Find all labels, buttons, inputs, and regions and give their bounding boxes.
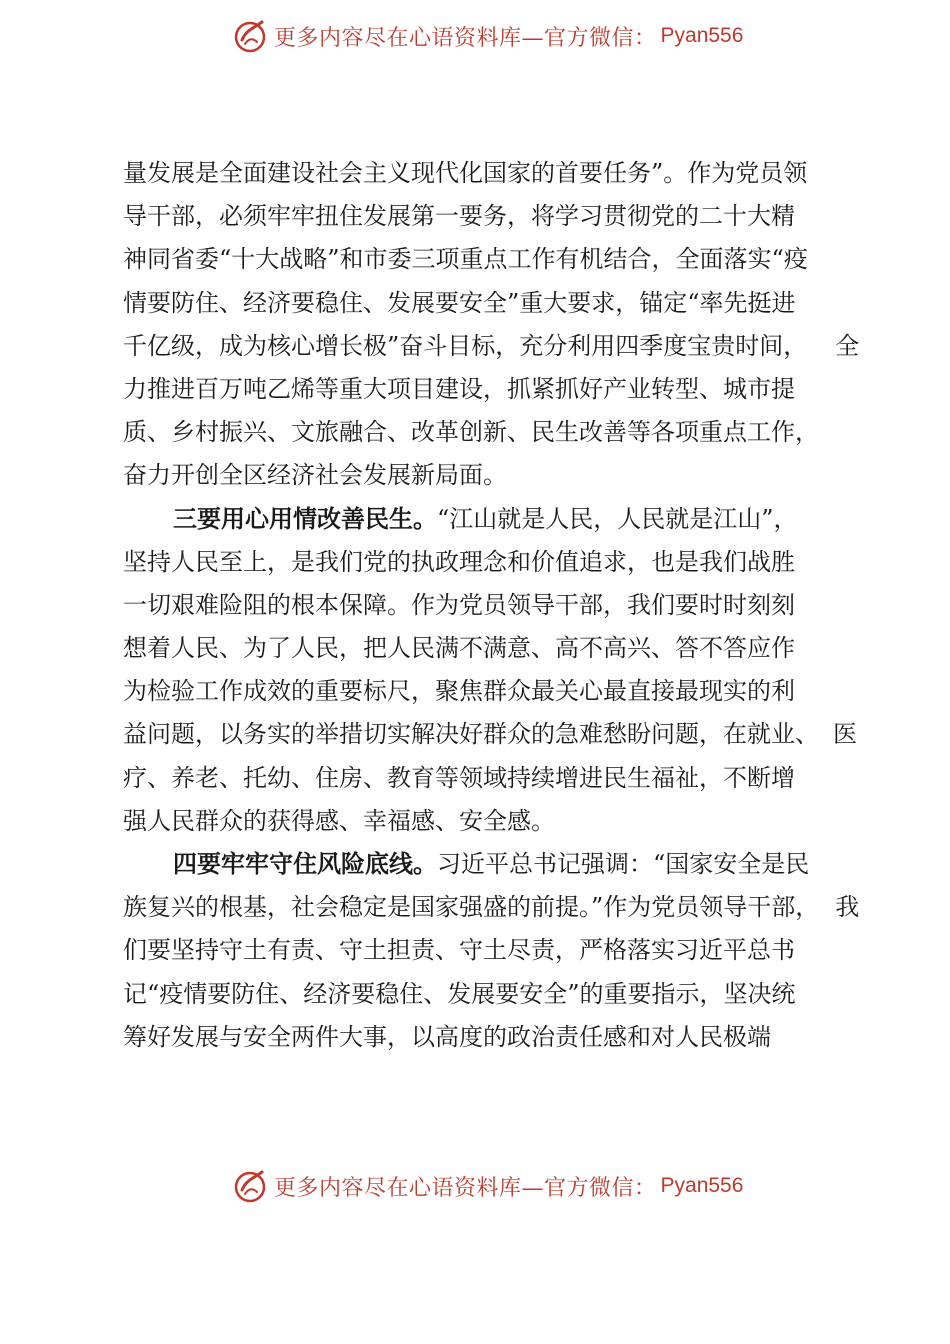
document-body <box>123 152 860 1059</box>
text-line <box>123 713 857 756</box>
text-line: 坚持人民至上，是我们党的执政理念和价值追求，也是我们战胜 <box>123 547 795 576</box>
text-line: 一切艰难险阻的根本保障。作为党员领导干部，我们要时时刻刻 <box>123 590 795 619</box>
text-line: 量发展是全面建设社会主义现代化国家的首要任务”。作为党员领 <box>123 159 808 187</box>
text-line: 们要坚持守土有责、守土担责、守土尽责，严格落实习近平总书 <box>123 936 795 965</box>
section-heading: 四要牢牢守住风险底线。 <box>173 850 437 878</box>
banner-text: 更多内容尽在心语资料库—官方微信： <box>274 1175 657 1201</box>
text-segment: 千亿级，成为核心增长极”奋斗目标，充分利用四季度宝贵时间， <box>123 331 808 360</box>
logo-icon <box>232 1168 268 1204</box>
text-line: 奋力开创全区经济社会发展新局面。 <box>123 461 507 490</box>
text-line <box>123 886 860 929</box>
paragraph-first-line <box>123 843 843 886</box>
text-line: 强人民群众的获得感、幸福感、安全感。 <box>123 806 555 835</box>
text-line: 力推进百万吨乙烯等重大项目建设，抓紧抓好产业转型、城市提 <box>123 374 795 403</box>
banner-text: 更多内容尽在心语资料库—官方微信： <box>274 25 657 51</box>
paragraph-first-line <box>123 498 843 541</box>
banner-wechat-id: Pyan556 <box>660 24 744 47</box>
text-line: 导干部，必须牢牢扭住发展第一要务，将学习贯彻党的二十大精 <box>123 202 795 231</box>
text-segment: 全 <box>835 331 860 360</box>
text-line <box>123 325 860 368</box>
text-line: 疗、养老、托幼、住房、教育等领域持续增进民生福祉，不断增 <box>123 763 795 792</box>
banner-wechat-id: Pyan556 <box>660 1174 744 1197</box>
text-line: 神同省委“十大战略”和市委三项重点工作有机结合，全面落实“疫 <box>123 245 808 274</box>
text-line: 想着人民、为了人民，把人民满不满意、高不高兴、答不答应作 <box>123 634 795 663</box>
text-line: 为检验工作成效的重要标尺，聚焦群众最关心最直接最现实的利 <box>123 677 795 706</box>
text-line: 记“疫情要防住、经济要稳住、发展要安全”的重要指示，坚决统 <box>123 979 796 1008</box>
section-heading: 三要用心用情改善民生。 <box>173 504 437 533</box>
header-banner[interactable] <box>232 16 743 56</box>
footer-banner[interactable] <box>232 1166 743 1206</box>
text-segment: 益问题，以务实的举措切实解决好群众的急难愁盼问题，在就业、 <box>123 720 819 749</box>
text-line: 筹好发展与安全两件大事，以高度的政治责任感和对人民极端 <box>123 1022 771 1051</box>
text-segment: 习近平总书记强调：“国家安全是民 <box>437 850 810 878</box>
text-segment: 医 <box>833 720 857 749</box>
text-segment: 族复兴的根基，社会稳定是国家强盛的前提。”作为党员领导干部， <box>123 893 820 922</box>
logo-icon <box>232 18 268 54</box>
text-line: 情要防住、经济要稳住、发展要安全”重大要求，锚定“率先挺进 <box>123 288 796 317</box>
text-segment: 我 <box>835 893 860 922</box>
text-line: 质、乡村振兴、文旅融合、改革创新、民生改善等各项重点工作， <box>123 418 819 447</box>
text-segment: “江山就是人民，人民就是江山”， <box>437 504 798 533</box>
